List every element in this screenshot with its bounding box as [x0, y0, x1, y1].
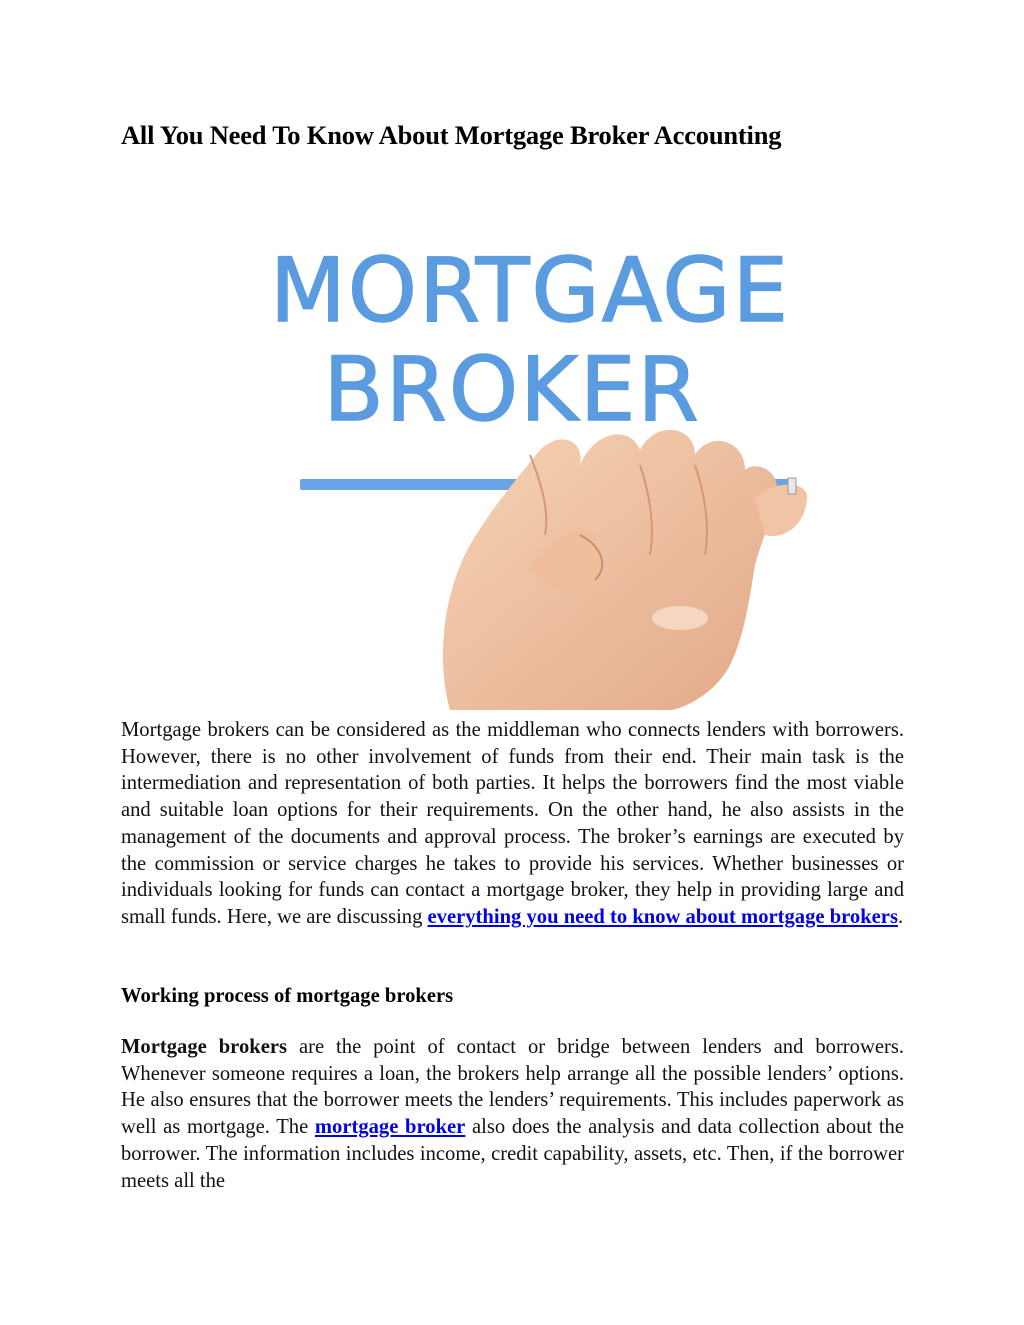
intro-paragraph — [121, 717, 904, 931]
section-heading: Working process of mortgage brokers — [121, 985, 454, 1007]
working-paragraph — [121, 1034, 904, 1194]
link-everything-about-mortgage-brokers[interactable]: everything you need to know about mortgage brokers — [427, 905, 898, 928]
mortgage-broker-illustration — [200, 235, 860, 710]
hero-text-broker: BROKER — [323, 338, 701, 441]
page-title: All You Need To Know About Mortgage Broker Accounting — [121, 120, 782, 150]
intro-text: Mortgage brokers can be considered as the middleman who connects lenders with borrowers. However, there is no other involvement of funds from their end. Their main task is the intermediation and representation of both parties. It helps the borrowers find the most viable and suitable loan options for their requirements. On the other hand, he also assists in the management of the documents and approval process. The broker’s earnings are executed by the commission or service charges he takes to provide his services. Whether businesses or individuals looking for funds can contact a mortgage broker, they help in providing large and small funds. Here, we are discussing — [121, 719, 904, 928]
link-mortgage-broker[interactable]: mortgage broker — [314, 1116, 466, 1139]
working-text-1: are the point of contact or bridge between lenders and borrowers. Whenever someone requires a loan, the brokers help arrange all the possible lenders’ options. He also ensures that the borrower meets the lenders’ requirements. This includes paperwork as well as mortgage. The — [121, 1036, 904, 1139]
lead-mortgage-brokers: Mortgage brokers — [121, 1036, 287, 1058]
working-text-2: also does the analysis and data collection about the borrower. The information includes income, credit capability, assets, etc. Then, if the borrower meets all the — [121, 1116, 904, 1192]
intro-end: . — [897, 905, 904, 928]
hero-text-mortgage: MORTGAGE — [269, 239, 791, 342]
hero-image — [200, 235, 860, 710]
hand-illustration — [443, 430, 807, 710]
